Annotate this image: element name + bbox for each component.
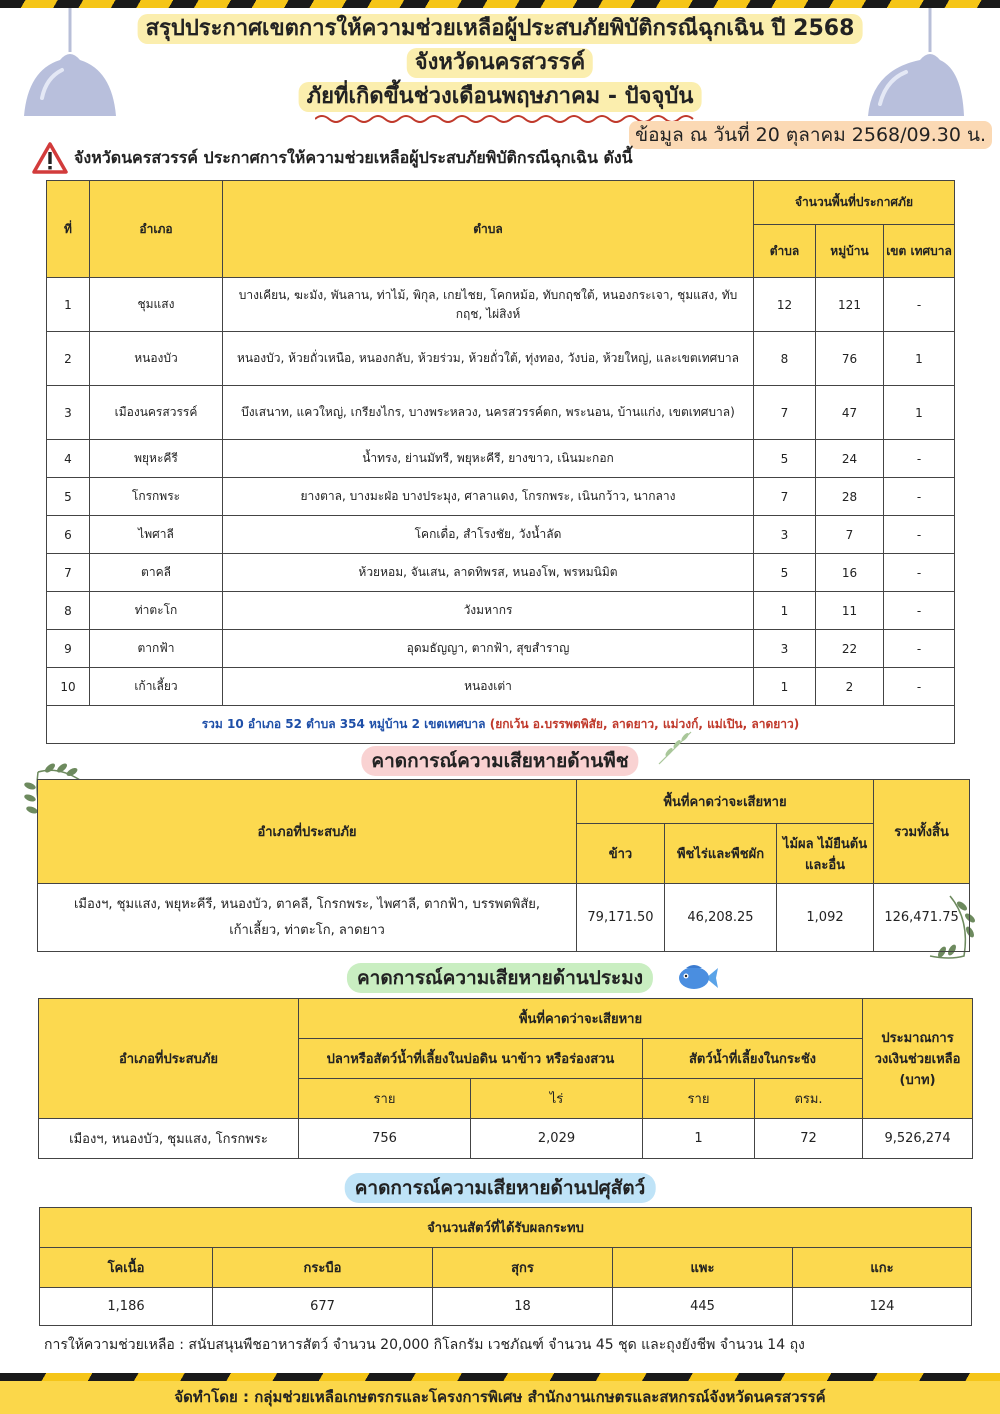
fishery-cage-sqm-value: 72	[755, 1119, 863, 1159]
row-subdistricts: หนองบัว, ห้วยถั่วเหนือ, หนองกลับ, ห้วยร่วม, ห้วยถั่วใต้, ทุ่งทอง, วังบ่อ, ห้วยใหญ่, และเขตเทศบาล	[223, 332, 754, 386]
row-district: ตากฟ้า	[90, 630, 223, 668]
plant-field-veg-value: 46,208.25	[665, 884, 777, 952]
col-header-count-village: หมู่บ้าน	[816, 225, 884, 278]
table-row	[47, 630, 955, 668]
animal-count-value: 677	[213, 1288, 433, 1326]
plant-affected-districts: เมืองฯ, ชุมแสง, พยุหะคีรี, หนองบัว, ตาคลี, โกรกพระ, ไพศาลี, ตากฟ้า, บรรพตพิสัย, เก้าเลี้ยว, ท่าตะโก, ลาดยาว	[38, 884, 577, 952]
row-village-count: 24	[816, 440, 884, 478]
plant-damage-table	[37, 779, 970, 952]
hazard-stripe-top	[0, 0, 1000, 8]
col-header-no: ที่	[47, 181, 90, 278]
col-header-cage: สัตว์น้ำที่เลี้ยงในกระชัง	[643, 1039, 863, 1079]
col-header-field-veg: พืชไร่และพืชผัก	[665, 824, 777, 884]
col-header-animal: สุกร	[433, 1248, 613, 1288]
zones-summary-total: รวม 10 อำเภอ 52 ตำบล 354 หมู่บ้าน 2 เขตเทศบาล	[201, 717, 486, 731]
livestock-values-row	[40, 1288, 972, 1326]
row-subdistricts: ห้วยหอม, จันเสน, ลาดทิพรส, หนองโพ, พรหมนิมิต	[223, 554, 754, 592]
row-subdistricts: หนองเต่า	[223, 668, 754, 706]
row-district: ไพศาลี	[90, 516, 223, 554]
row-municipal-count: 1	[884, 386, 955, 440]
fishery-affected-districts: เมืองฯ, หนองบัว, ชุมแสง, โกรกพระ	[39, 1119, 299, 1159]
fishery-damage-table	[38, 998, 973, 1159]
row-subdistricts: วังมหากร	[223, 592, 754, 630]
col-header-fruit: ไม้ผล ไม้ยืนต้นและอื่น	[777, 824, 874, 884]
row-number: 10	[47, 668, 90, 706]
table-row	[47, 668, 955, 706]
province-title: จังหวัดนครสวรรค์	[407, 48, 593, 78]
data-as-of-badge: ข้อมูล ณ วันที่ 20 ตุลาคม 2568/09.30 น.	[629, 121, 992, 149]
col-header-expected-damage: พื้นที่คาดว่าจะเสียหาย	[577, 780, 874, 824]
row-subdistrict-count: 3	[754, 516, 816, 554]
leaf-decoration-icon	[655, 728, 695, 768]
table-row	[47, 386, 955, 440]
fishery-pond-rai-value: 2,029	[471, 1119, 643, 1159]
row-district: ท่าตะโก	[90, 592, 223, 630]
row-village-count: 16	[816, 554, 884, 592]
col-header-district: อำเภอ	[90, 181, 223, 278]
animal-count-value: 124	[793, 1288, 972, 1326]
plant-total-value: 126,471.75	[874, 884, 970, 952]
fishery-damage-title: คาดการณ์ความเสียหายด้านประมง	[347, 963, 653, 993]
row-municipal-count: 1	[884, 332, 955, 386]
table-row	[47, 516, 955, 554]
table-row	[47, 554, 955, 592]
row-municipal-count: -	[884, 478, 955, 516]
table-row	[47, 478, 955, 516]
hanging-lamp-icon	[12, 8, 118, 118]
plant-rice-value: 79,171.50	[577, 884, 665, 952]
declared-zones-table	[46, 180, 955, 744]
footer-prepared-by: จัดทำโดย : กลุ่มช่วยเหลือเกษตรกรและโครงการพิเศษ สำนักงานเกษตรและสหกรณ์จังหวัดนครสวรรค์	[0, 1381, 1000, 1414]
row-number: 2	[47, 332, 90, 386]
col-header-animal: แกะ	[793, 1248, 972, 1288]
col-header-budget: ประมาณการ วงเงินช่วยเหลือ (บาท)	[863, 999, 973, 1119]
fishery-pond-cases-value: 756	[299, 1119, 471, 1159]
col-header-affected-districts: อำเภอที่ประสบภัย	[38, 780, 577, 884]
livestock-aid-note: การให้ความช่วยเหลือ : สนับสนุนพืชอาหารสัตว์ จำนวน 20,000 กิโลกรัม เวชภัณฑ์ จำนวน 45 ชุด และถุงยังชีพ จำนวน 14 ถุง	[44, 1337, 805, 1353]
row-subdistricts: ยางตาล, บางมะฝ่อ บางประมุง, ศาลาแดง, โกรกพระ, เนินกว้าว, นากลาง	[223, 478, 754, 516]
row-district: เมืองนครสวรรค์	[90, 386, 223, 440]
row-district: พยุหะคีรี	[90, 440, 223, 478]
row-subdistricts: โคกเดื่อ, สำโรงชัย, วังน้ำลัด	[223, 516, 754, 554]
col-header-cage-sqm: ตรม.	[755, 1079, 863, 1119]
col-header-pond-cases: ราย	[299, 1079, 471, 1119]
row-subdistrict-count: 5	[754, 440, 816, 478]
row-village-count: 11	[816, 592, 884, 630]
row-number: 5	[47, 478, 90, 516]
row-subdistrict-count: 1	[754, 592, 816, 630]
animal-count-value: 1,186	[40, 1288, 213, 1326]
announcement-text: จังหวัดนครสวรรค์ ประกาศการให้ความช่วยเหลือผู้ประสบภัยพิบัติกรณีฉุกเฉิน ดังนี้	[74, 147, 633, 167]
row-subdistrict-count: 8	[754, 332, 816, 386]
col-header-pond-rai: ไร่	[471, 1079, 643, 1119]
row-village-count: 2	[816, 668, 884, 706]
col-header-animal: โคเนื้อ	[40, 1248, 213, 1288]
row-subdistrict-count: 5	[754, 554, 816, 592]
row-village-count: 7	[816, 516, 884, 554]
announcement-heading	[32, 140, 633, 176]
fishery-budget-value: 9,526,274	[863, 1119, 973, 1159]
col-header-affected-animals: จำนวนสัตว์ที่ได้รับผลกระทบ	[40, 1208, 972, 1248]
table-row	[47, 278, 955, 332]
animal-count-value: 445	[613, 1288, 793, 1326]
warning-icon	[32, 142, 68, 174]
col-header-total: รวมทั้งสิ้น	[874, 780, 970, 884]
row-district: เก้าเลี้ยว	[90, 668, 223, 706]
row-number: 7	[47, 554, 90, 592]
row-municipal-count: -	[884, 592, 955, 630]
row-district: หนองบัว	[90, 332, 223, 386]
row-village-count: 22	[816, 630, 884, 668]
row-district: ชุมแสง	[90, 278, 223, 332]
row-village-count: 76	[816, 332, 884, 386]
zones-summary	[47, 706, 955, 744]
col-header-expected-damage: พื้นที่คาดว่าจะเสียหาย	[299, 999, 863, 1039]
zones-summary-exception: (ยกเว้น อ.บรรพตพิสัย, ลาดยาว, แม่วงก์, แม่เปิน, ลาดยาว)	[489, 717, 800, 731]
row-municipal-count: -	[884, 554, 955, 592]
row-number: 8	[47, 592, 90, 630]
row-subdistricts: น้ำทรง, ย่านมัทรี, พยุหะคีรี, ยางขาว, เนินมะกอก	[223, 440, 754, 478]
animal-count-value: 18	[433, 1288, 613, 1326]
row-subdistricts: บึงเสนาท, แควใหญ่, เกรียงไกร, บางพระหลวง, นครสวรรค์ตก, พระนอน, บ้านแก่ง, เขตเทศบาล)	[223, 386, 754, 440]
row-municipal-count: -	[884, 668, 955, 706]
row-village-count: 121	[816, 278, 884, 332]
col-header-animal: แพะ	[613, 1248, 793, 1288]
table-row	[47, 440, 955, 478]
table-row	[47, 592, 955, 630]
livestock-header-row	[40, 1248, 972, 1288]
row-subdistrict-count: 12	[754, 278, 816, 332]
col-header-count-municipal: เขต เทศบาล	[884, 225, 955, 278]
col-header-count-subdistrict: ตำบล	[754, 225, 816, 278]
row-subdistrict-count: 7	[754, 478, 816, 516]
col-header-declared-count: จำนวนพื้นที่ประกาศภัย	[754, 181, 955, 225]
row-number: 3	[47, 386, 90, 440]
row-subdistrict-count: 3	[754, 630, 816, 668]
row-subdistricts: บางเคียน, ฆะมัง, พันลาน, ท่าไม้, พิกุล, เกยไชย, โคกหม้อ, ทับกฤชใต้, หนองกระเจา, ชุมแสง, ทับกฤช, ไผ่สิงห์	[223, 278, 754, 332]
col-header-rice: ข้าว	[577, 824, 665, 884]
page-title: สรุปประกาศเขตการให้ความช่วยเหลือผู้ประสบภัยพิบัติกรณีฉุกเฉิน ปี 2568	[138, 14, 863, 44]
col-header-subdistrict: ตำบล	[223, 181, 754, 278]
hazard-stripe-bottom	[0, 1373, 1000, 1381]
row-municipal-count: -	[884, 278, 955, 332]
plant-fruit-value: 1,092	[777, 884, 874, 952]
row-municipal-count: -	[884, 440, 955, 478]
row-municipal-count: -	[884, 630, 955, 668]
row-number: 1	[47, 278, 90, 332]
row-number: 9	[47, 630, 90, 668]
row-number: 6	[47, 516, 90, 554]
plant-damage-title: คาดการณ์ความเสียหายด้านพืช	[361, 746, 638, 776]
row-number: 4	[47, 440, 90, 478]
fishery-cage-cases-value: 1	[643, 1119, 755, 1159]
row-subdistrict-count: 7	[754, 386, 816, 440]
table-row	[47, 332, 955, 386]
col-header-cage-cases: ราย	[643, 1079, 755, 1119]
row-village-count: 28	[816, 478, 884, 516]
hanging-lamp-icon	[858, 8, 964, 118]
row-village-count: 47	[816, 386, 884, 440]
livestock-damage-table	[39, 1207, 972, 1326]
fish-icon	[676, 962, 720, 994]
row-subdistricts: อุดมธัญญา, ตากฟ้า, สุขสำราญ	[223, 630, 754, 668]
period-title: ภัยที่เกิดขึ้นช่วงเดือนพฤษภาคม - ปัจจุบัน	[299, 82, 702, 112]
col-header-animal: กระบือ	[213, 1248, 433, 1288]
row-district: โกรกพระ	[90, 478, 223, 516]
col-header-pond: ปลาหรือสัตว์น้ำที่เลี้ยงในบ่อดิน นาข้าว หรือร่องสวน	[299, 1039, 643, 1079]
livestock-damage-title: คาดการณ์ความเสียหายด้านปศุสัตว์	[345, 1173, 656, 1203]
row-district: ตาคลี	[90, 554, 223, 592]
col-header-affected-districts: อำเภอที่ประสบภัย	[39, 999, 299, 1119]
row-subdistrict-count: 1	[754, 668, 816, 706]
row-municipal-count: -	[884, 516, 955, 554]
